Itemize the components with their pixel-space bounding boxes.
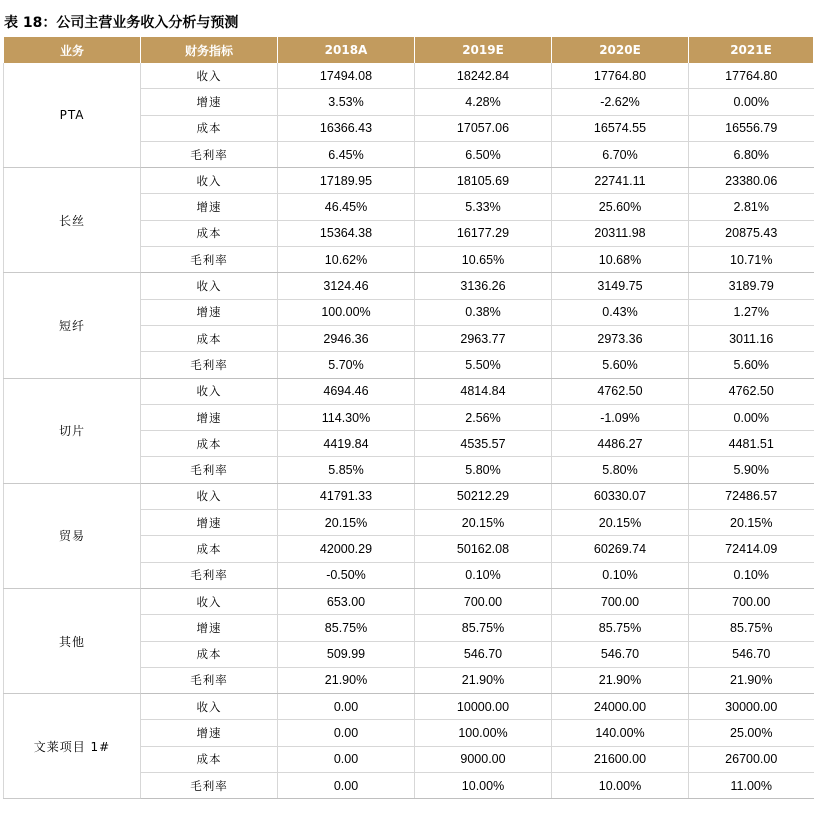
- table-row: [4, 273, 814, 299]
- header-metric: 财务指标: [141, 37, 278, 63]
- value-cell: 700.00: [415, 588, 552, 614]
- metric-cell: 成本: [141, 536, 278, 562]
- metric-cell: 毛利率: [141, 562, 278, 588]
- table-row: [4, 694, 814, 720]
- value-cell: 21.90%: [415, 667, 552, 693]
- value-cell: 3011.16: [689, 325, 814, 351]
- value-cell: 4694.46: [278, 378, 415, 404]
- metric-cell: 成本: [141, 220, 278, 246]
- value-cell: 0.10%: [689, 562, 814, 588]
- metric-cell: 增速: [141, 299, 278, 325]
- metric-cell: 增速: [141, 194, 278, 220]
- metric-cell: 增速: [141, 404, 278, 430]
- value-cell: -1.09%: [552, 404, 689, 430]
- value-cell: 2963.77: [415, 325, 552, 351]
- metric-cell: 收入: [141, 694, 278, 720]
- value-cell: 17494.08: [278, 63, 415, 89]
- value-cell: 11.00%: [689, 773, 814, 799]
- business-cell: PTA: [4, 63, 141, 168]
- metric-cell: 增速: [141, 510, 278, 536]
- value-cell: 6.70%: [552, 141, 689, 167]
- value-cell: 60330.07: [552, 483, 689, 509]
- value-cell: 17764.80: [689, 63, 814, 89]
- value-cell: 16366.43: [278, 115, 415, 141]
- value-cell: 10.65%: [415, 247, 552, 273]
- value-cell: 1.27%: [689, 299, 814, 325]
- value-cell: 4535.57: [415, 431, 552, 457]
- value-cell: 60269.74: [552, 536, 689, 562]
- value-cell: 17057.06: [415, 115, 552, 141]
- table-row: [4, 378, 814, 404]
- value-cell: 0.10%: [552, 562, 689, 588]
- header-2018a: 2018A: [278, 37, 415, 63]
- value-cell: 25.00%: [689, 720, 814, 746]
- metric-cell: 毛利率: [141, 773, 278, 799]
- value-cell: 15364.38: [278, 220, 415, 246]
- metric-cell: 成本: [141, 431, 278, 457]
- value-cell: 85.75%: [278, 615, 415, 641]
- business-cell: 切片: [4, 378, 141, 483]
- metric-cell: 毛利率: [141, 352, 278, 378]
- value-cell: 20.15%: [689, 510, 814, 536]
- value-cell: 21.90%: [689, 667, 814, 693]
- value-cell: 23380.06: [689, 168, 814, 194]
- value-cell: 5.80%: [552, 457, 689, 483]
- value-cell: 18105.69: [415, 168, 552, 194]
- metric-cell: 收入: [141, 168, 278, 194]
- business-cell: 贸易: [4, 483, 141, 588]
- value-cell: 21600.00: [552, 746, 689, 772]
- value-cell: 5.50%: [415, 352, 552, 378]
- metric-cell: 增速: [141, 615, 278, 641]
- value-cell: 0.00%: [689, 89, 814, 115]
- value-cell: 0.00: [278, 773, 415, 799]
- value-cell: 546.70: [552, 641, 689, 667]
- business-cell: 长丝: [4, 168, 141, 273]
- value-cell: 50162.08: [415, 536, 552, 562]
- value-cell: 2946.36: [278, 325, 415, 351]
- table-row: [4, 588, 814, 614]
- header-business: 业务: [4, 37, 141, 63]
- revenue-forecast-table: [3, 37, 814, 799]
- metric-cell: 收入: [141, 588, 278, 614]
- metric-cell: 收入: [141, 63, 278, 89]
- value-cell: 509.99: [278, 641, 415, 667]
- metric-cell: 增速: [141, 89, 278, 115]
- value-cell: 653.00: [278, 588, 415, 614]
- value-cell: 4419.84: [278, 431, 415, 457]
- value-cell: 0.00: [278, 746, 415, 772]
- value-cell: 10.68%: [552, 247, 689, 273]
- value-cell: 100.00%: [415, 720, 552, 746]
- value-cell: 2.56%: [415, 404, 552, 430]
- value-cell: 0.43%: [552, 299, 689, 325]
- value-cell: 6.80%: [689, 141, 814, 167]
- business-cell: 短纤: [4, 273, 141, 378]
- value-cell: 42000.29: [278, 536, 415, 562]
- metric-cell: 毛利率: [141, 667, 278, 693]
- business-cell: 文莱项目 1#: [4, 694, 141, 799]
- value-cell: 21.90%: [278, 667, 415, 693]
- value-cell: 10.00%: [552, 773, 689, 799]
- metric-cell: 毛利率: [141, 141, 278, 167]
- value-cell: 16177.29: [415, 220, 552, 246]
- value-cell: 0.00: [278, 694, 415, 720]
- header-2019e: 2019E: [415, 37, 552, 63]
- value-cell: 22741.11: [552, 168, 689, 194]
- header-2021e: 2021E: [689, 37, 814, 63]
- metric-cell: 成本: [141, 325, 278, 351]
- value-cell: 20.15%: [415, 510, 552, 536]
- value-cell: 5.90%: [689, 457, 814, 483]
- value-cell: 3189.79: [689, 273, 814, 299]
- value-cell: 3.53%: [278, 89, 415, 115]
- value-cell: 16574.55: [552, 115, 689, 141]
- value-cell: 20.15%: [552, 510, 689, 536]
- metric-cell: 毛利率: [141, 247, 278, 273]
- value-cell: 6.50%: [415, 141, 552, 167]
- value-cell: 2.81%: [689, 194, 814, 220]
- value-cell: 5.85%: [278, 457, 415, 483]
- value-cell: 18242.84: [415, 63, 552, 89]
- value-cell: 0.38%: [415, 299, 552, 325]
- value-cell: 20875.43: [689, 220, 814, 246]
- value-cell: 10.62%: [278, 247, 415, 273]
- value-cell: 26700.00: [689, 746, 814, 772]
- value-cell: 41791.33: [278, 483, 415, 509]
- value-cell: 85.75%: [689, 615, 814, 641]
- table-row: [4, 483, 814, 509]
- value-cell: 24000.00: [552, 694, 689, 720]
- value-cell: 9000.00: [415, 746, 552, 772]
- value-cell: 0.00%: [689, 404, 814, 430]
- value-cell: 17764.80: [552, 63, 689, 89]
- value-cell: 4486.27: [552, 431, 689, 457]
- metric-cell: 收入: [141, 483, 278, 509]
- value-cell: 85.75%: [552, 615, 689, 641]
- table-title: 表 18：公司主营业务收入分析与预测: [4, 15, 239, 31]
- value-cell: 4762.50: [552, 378, 689, 404]
- metric-cell: 毛利率: [141, 457, 278, 483]
- value-cell: 140.00%: [552, 720, 689, 746]
- metric-cell: 成本: [141, 641, 278, 667]
- value-cell: 0.00: [278, 720, 415, 746]
- metric-cell: 收入: [141, 273, 278, 299]
- value-cell: -0.50%: [278, 562, 415, 588]
- table-row: [4, 63, 814, 89]
- value-cell: 100.00%: [278, 299, 415, 325]
- metric-cell: 增速: [141, 720, 278, 746]
- value-cell: 5.60%: [552, 352, 689, 378]
- value-cell: 4.28%: [415, 89, 552, 115]
- value-cell: 4762.50: [689, 378, 814, 404]
- value-cell: 20311.98: [552, 220, 689, 246]
- table-body: [4, 63, 814, 799]
- value-cell: 5.60%: [689, 352, 814, 378]
- header-row: [4, 37, 814, 63]
- value-cell: 546.70: [689, 641, 814, 667]
- header-2020e: 2020E: [552, 37, 689, 63]
- value-cell: 16556.79: [689, 115, 814, 141]
- value-cell: 0.10%: [415, 562, 552, 588]
- value-cell: 10.71%: [689, 247, 814, 273]
- metric-cell: 收入: [141, 378, 278, 404]
- value-cell: -2.62%: [552, 89, 689, 115]
- value-cell: 72414.09: [689, 536, 814, 562]
- value-cell: 21.90%: [552, 667, 689, 693]
- metric-cell: 成本: [141, 115, 278, 141]
- value-cell: 4481.51: [689, 431, 814, 457]
- value-cell: 3136.26: [415, 273, 552, 299]
- value-cell: 700.00: [689, 588, 814, 614]
- value-cell: 10.00%: [415, 773, 552, 799]
- value-cell: 10000.00: [415, 694, 552, 720]
- value-cell: 30000.00: [689, 694, 814, 720]
- value-cell: 5.80%: [415, 457, 552, 483]
- value-cell: 114.30%: [278, 404, 415, 430]
- business-cell: 其他: [4, 588, 141, 693]
- value-cell: 4814.84: [415, 378, 552, 404]
- table-row: [4, 168, 814, 194]
- value-cell: 17189.95: [278, 168, 415, 194]
- value-cell: 546.70: [415, 641, 552, 667]
- value-cell: 85.75%: [415, 615, 552, 641]
- value-cell: 6.45%: [278, 141, 415, 167]
- value-cell: 20.15%: [278, 510, 415, 536]
- value-cell: 2973.36: [552, 325, 689, 351]
- value-cell: 5.33%: [415, 194, 552, 220]
- metric-cell: 成本: [141, 746, 278, 772]
- value-cell: 700.00: [552, 588, 689, 614]
- value-cell: 72486.57: [689, 483, 814, 509]
- value-cell: 3149.75: [552, 273, 689, 299]
- value-cell: 3124.46: [278, 273, 415, 299]
- value-cell: 50212.29: [415, 483, 552, 509]
- value-cell: 5.70%: [278, 352, 415, 378]
- value-cell: 25.60%: [552, 194, 689, 220]
- value-cell: 46.45%: [278, 194, 415, 220]
